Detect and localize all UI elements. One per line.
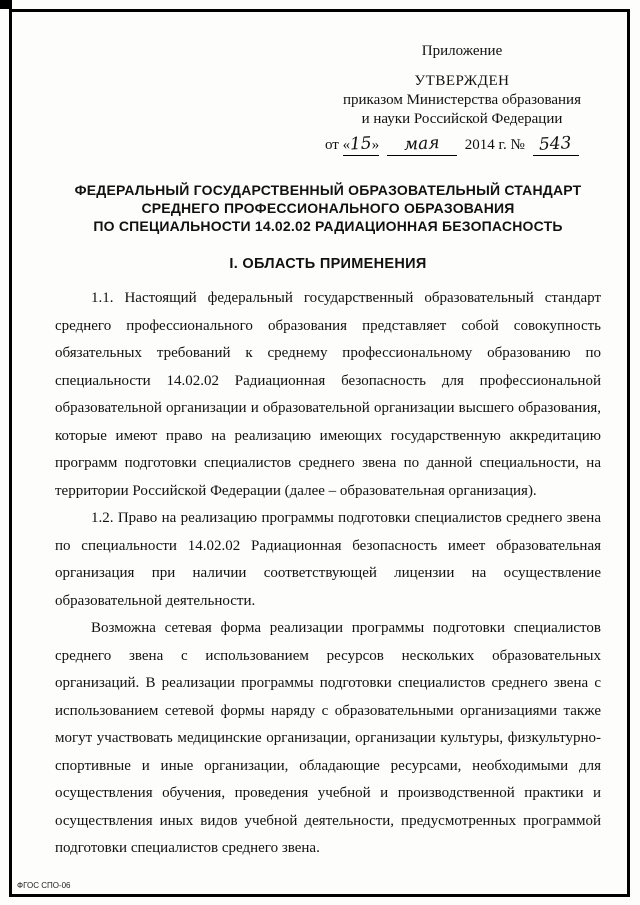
annex-label: Приложение xyxy=(421,43,503,59)
section-heading: I. ОБЛАСТЬ ПРИМЕНЕНИЯ xyxy=(229,256,427,272)
approval-date-line xyxy=(325,135,599,156)
document-title-line3: ПО СПЕЦИАЛЬНОСТИ 14.02.02 РАДИАЦИОННАЯ БЕЗОПАСНОСТЬ xyxy=(93,218,563,234)
approval-block xyxy=(325,42,599,156)
document-title-line2: СРЕДНЕГО ПРОФЕССИОНАЛЬНОГО ОБРАЗОВАНИЯ xyxy=(141,200,515,216)
scan-artifact-corner xyxy=(0,0,12,9)
order-number-blank xyxy=(533,135,579,156)
handwritten-day: 15 xyxy=(349,133,373,155)
handwritten-month: мая xyxy=(403,133,441,155)
date-month-blank xyxy=(387,135,457,156)
paragraph-network-form: Возможна сетевая форма реализации программы подготовки специалистов среднего звена с использованием ресурсов нескольких образовательных организаций. В реализации программы подготовки специалистов среднего звена с использованием сетевой формы наряду с образовательными организациями также могут участвовать медицинские организации, организации культуры, физкультурно-спортивные и иные организации, обладающие ресурсами, необходимыми для осуществления обучения, проведения учебной и производственной практики и осуществления иных видов учебной деятельности, предусмотренных программой подготовки специалистов среднего звена. xyxy=(55,620,601,856)
approved-label: УТВЕРЖДЕН xyxy=(414,73,510,89)
approval-by-line2: и науки Российской Федерации xyxy=(361,111,563,127)
page-content xyxy=(55,42,601,863)
quote-open: « xyxy=(342,137,351,153)
handwritten-number: 543 xyxy=(538,133,573,155)
date-year-label: 2014 г. № xyxy=(464,137,525,153)
body-text xyxy=(55,285,601,863)
date-day-blank xyxy=(343,135,380,156)
footer-document-code: ФГОС СПО-06 xyxy=(17,881,71,890)
paragraph-1-1: 1.1. Настоящий федеральный государственный образовательный стандарт среднего профессионального образования представляет собой совокупность обязательных требований к среднему профессиональному образованию по специальности 14.02.02 Радиационная безопасность для профессиональной образовательной организации и образовательной организации высшего образования, которые имеют право на реализацию имеющих государственную аккредитацию программ подготовки специалистов среднего звена по данной специальности, на территории Российской Федерации (далее – образовательная организация). xyxy=(55,290,601,499)
date-from-label: от xyxy=(325,137,339,153)
document-title xyxy=(55,181,601,235)
paragraph-1-2: 1.2. Право на реализацию программы подготовки специалистов среднего звена по специальности 14.02.02 Радиационная безопасность имеет образовательная организация при наличии соответствующей лицензии на осуществление образовательной деятельности. xyxy=(55,510,601,609)
document-title-line1: ФЕДЕРАЛЬНЫЙ ГОСУДАРСТВЕННЫЙ ОБРАЗОВАТЕЛЬНЫЙ СТАНДАРТ xyxy=(74,182,582,198)
quote-close: » xyxy=(371,137,380,153)
approval-by-line1: приказом Министерства образования xyxy=(343,92,581,108)
